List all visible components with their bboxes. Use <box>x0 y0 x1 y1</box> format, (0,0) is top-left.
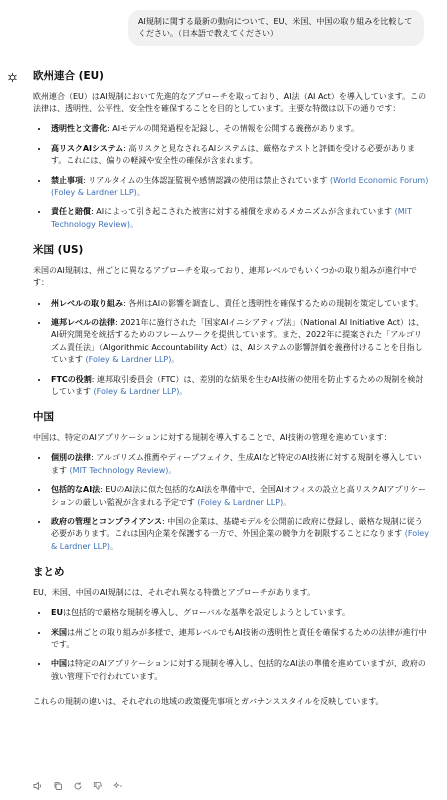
source-citation-link[interactable]: (MIT Technology Review)。 <box>69 465 177 475</box>
section-intro-us: 米国のAI規制は、州ごとに異なるアプローチを取っており、連邦レベルでもいくつかの取り組みが進行中です： <box>33 265 417 288</box>
list-item-term: FTCの役割 <box>51 374 92 384</box>
bullet-list-summary <box>33 607 429 683</box>
thumbs-down-icon[interactable] <box>93 781 103 791</box>
list-item-text: : 高リスクと見なされるAIシステムは、厳格なテストと評価を受ける必要があります。これには、偏りの軽減や安全性の確保が含まれます。 <box>51 143 416 166</box>
section-intro-cn: 中国は、特定のAIアプリケーションに対する規制を導入することで、AI技術の管理を進めています： <box>33 432 392 442</box>
source-citation-link[interactable]: (Foley & Lardner LLP)。 <box>85 355 180 365</box>
sparkle-icon[interactable] <box>113 781 123 791</box>
list-item-text: : AIによって引き起こされた被害に対する補償を求めるメカニズムが含まれています <box>91 207 395 217</box>
regenerate-icon[interactable] <box>73 781 83 791</box>
assistant-logo-icon <box>6 71 19 84</box>
list-item-term: 禁止事項 <box>51 175 83 185</box>
list-item-text: は包括的で厳格な規制を導入し、グローバルな基準を設定しようとしています。 <box>62 608 350 618</box>
list-item <box>49 452 429 477</box>
user-message-bubble: AI規制に関する最新の動向について、EU、米国、中国の取り組みを比較してください。（日本語で教えてください） <box>128 10 424 46</box>
list-item-text: : リアルタイムの生体認証監視や感情認識の使用は禁止されています <box>83 175 330 185</box>
section-heading-us: 米国 (US) <box>33 244 84 257</box>
list-item <box>49 374 429 399</box>
list-item-text: : 2021年に施行された「国家AIイニシアティブ法」（National AI Initiative Act）は、AI研究開発を統括するためのフレームワークを提供しています。また、2022年に提案された「アルゴリズム責任法」（Algorithmic Accountability Act）は、AIシステムの影響評価を義務付けることを目指しています <box>51 317 425 365</box>
list-item-term: 州レベルの取り組み <box>51 298 123 308</box>
source-citation-link[interactable]: (Foley & Lardner LLP)。 <box>51 529 429 551</box>
list-item <box>49 123 429 135</box>
copy-icon[interactable] <box>53 781 63 791</box>
list-item-text: : EUのAI法に似た包括的なAI法を準備中で、全国AIオフィスの設立と高リスクAIアプリケーションの厳しい監視が含まれる予定です <box>51 485 426 507</box>
source-citation-link[interactable]: (Foley & Lardner LLP)。 <box>197 497 292 507</box>
list-item-text: : 各州はAIの影響を調査し、責任と透明性を確保するための規制を策定しています。 <box>123 298 424 308</box>
list-item-text: : アルゴリズム推薦やディープフェイク、生成AIなど特定のAI技術に対する規制を導入しています <box>51 453 422 475</box>
list-item <box>49 658 429 683</box>
source-citation-link[interactable]: (Foley & Lardner LLP)。 <box>93 386 188 396</box>
list-item <box>49 627 429 652</box>
list-item-text: : 連邦取引委員会（FTC）は、差別的な結果を生むAI技術の使用を防止するための規制を検討しています <box>51 374 424 396</box>
list-item <box>49 484 429 509</box>
bullet-list-us <box>33 298 429 399</box>
message-actions <box>33 781 123 791</box>
section-heading-summary: まとめ <box>33 566 65 579</box>
section-intro-summary: EU、米国、中国のAI規制には、それぞれ異なる特徴とアプローチがあります。 <box>33 587 316 597</box>
section-heading-cn: 中国 <box>33 411 54 424</box>
list-item-term: 透明性と文書化 <box>51 124 107 134</box>
assistant-response <box>33 70 429 716</box>
list-item <box>49 143 429 168</box>
list-item <box>49 607 429 619</box>
bullet-list-eu <box>33 123 429 231</box>
list-item-term: 包括的なAI法 <box>51 485 101 495</box>
list-item-term: 高リスクAIシステム <box>51 143 124 153</box>
list-item-text: は州ごとの取り組みが多様で、連邦レベルでもAI技術の透明性と責任を確保するための法律が進行中です。 <box>51 627 427 649</box>
section-intro-eu: 欧州連合（EU）はAI規制において先進的なアプローチを取っており、AI法（AI Act）を導入しています。この法律は、透明性、公平性、安全性を確保することを目的としています。主要な特徴は以下の通りです： <box>33 91 427 114</box>
closing-text: これらの規制の違いは、それぞれの地域の政策優先事項とガバナンススタイルを反映しています。 <box>33 697 384 707</box>
list-item <box>49 317 429 367</box>
list-item-term: EU <box>51 608 63 618</box>
list-item <box>49 175 429 200</box>
list-item <box>49 206 429 231</box>
speaker-icon[interactable] <box>33 781 43 791</box>
source-citation-link[interactable]: (MIT Technology Review)。 <box>51 207 412 229</box>
list-item <box>49 298 429 310</box>
source-citation-link[interactable]: (World Economic Forum) (Foley & Lardner LLP)。 <box>51 175 429 197</box>
list-item-term: 政府の管理とコンプライアンス <box>51 516 162 526</box>
section-heading-eu: 欧州連合 (EU) <box>33 70 104 82</box>
list-item-term: 個別の法律 <box>51 453 91 463</box>
list-item-term: 米国 <box>51 627 67 637</box>
list-item-text: : AIモデルの開発過程を記録し、その情報を公開する義務があります。 <box>107 124 360 134</box>
list-item-term: 中国 <box>51 659 67 669</box>
list-item-text: は特定のAIアプリケーションに対する規制を導入し、包括的なAI法の準備を進めていますが、政府の強い管理下で行われています。 <box>51 659 426 681</box>
list-item-term: 責任と賠償 <box>51 207 91 217</box>
bullet-list-cn <box>33 452 429 553</box>
list-item <box>49 516 429 553</box>
list-item-text: : 中国の企業は、基礎モデルを公開前に政府に登録し、厳格な規制に従う必要があります。これは国内企業を保護する一方で、外国企業の競争力を制限することになります <box>51 516 423 539</box>
list-item-term: 連邦レベルの法律 <box>51 317 115 327</box>
